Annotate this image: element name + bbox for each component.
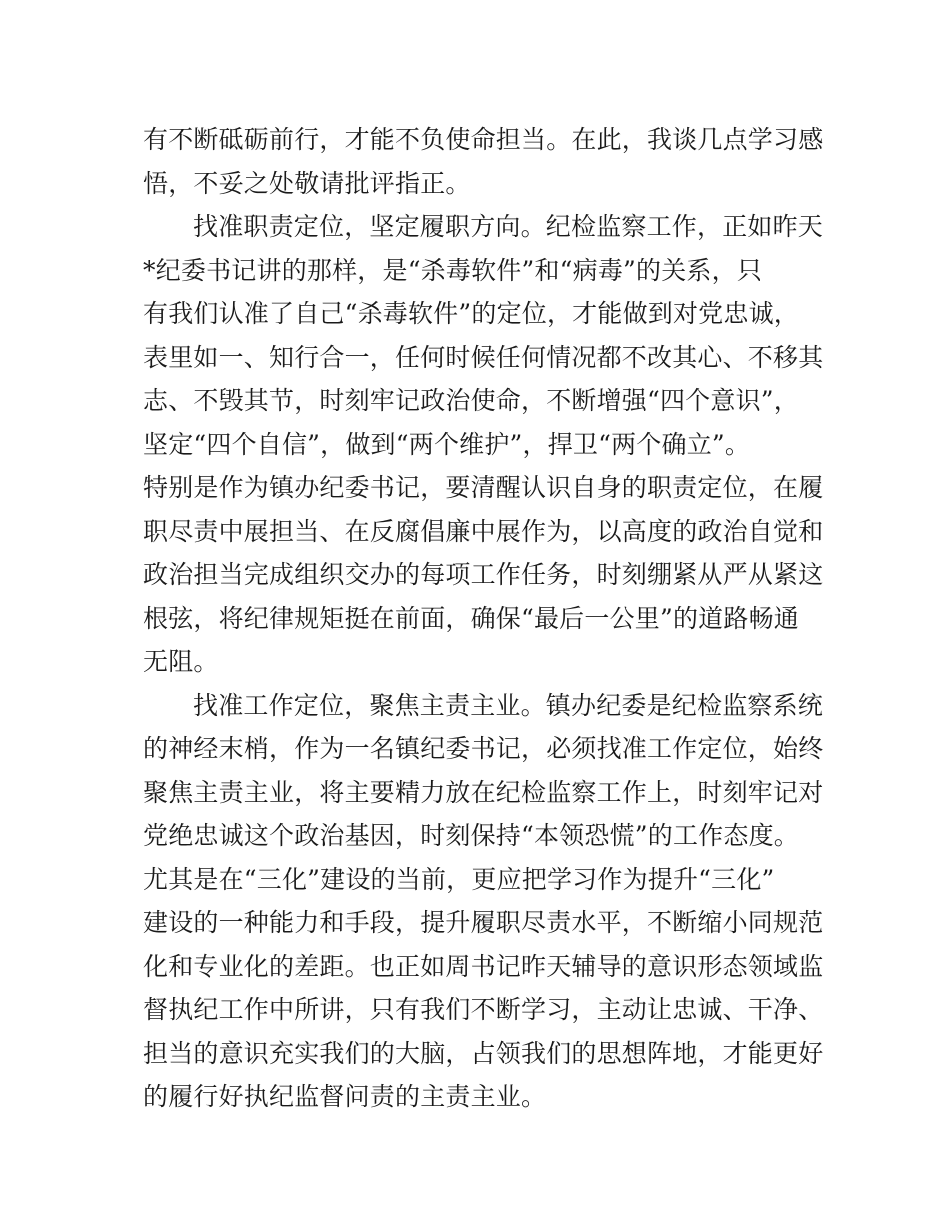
text-line: 的履行好执纪监督问责的主责主业。 [143,1082,547,1111]
text-line: 督执纪工作中所讲，只有我们不断学习，主动让忠诚、干净、 [143,995,824,1024]
text-line: 政治担当完成组织交办的每项工作任务，时刻绷紧从严从紧这 [143,560,824,589]
text-line: 职尽责中展担当、在反腐倡廉中展作为，以高度的政治自觉和 [143,516,824,546]
text-line: 坚定“四个自信”，做到“两个维护”，捍卫“两个确立”。 [143,429,751,459]
text-line: 的神经末梢，作为一名镇纪委书记，必须找准工作定位，始终 [143,734,824,763]
text-line: 特别是作为镇办纪委书记，要清醒认识自身的职责定位，在履 [143,473,824,502]
text-line: 表里如一、知行合一，任何时候任何情况都不改其心、不移其 [143,342,824,372]
text-line: 悟，不妥之处敬请批评指正。 [143,168,471,198]
text-line: 党绝忠诚这个政治基因，时刻保持“本领恐慌”的工作态度。 [143,821,799,850]
paragraph-start-line: 找准工作定位，聚焦主责主业。镇办纪委是纪检监察系统 [193,690,824,720]
text-line: 担当的意识充实我们的大脑，占领我们的思想阵地，才能更好 [143,1038,824,1068]
text-line: *纪委书记讲的那样，是“杀毒软件”和“病毒”的关系，只 [143,255,763,285]
text-line: 化和专业化的差距。也正如周书记昨天辅导的意识形态领域监 [143,951,824,981]
document-body [143,118,823,1119]
text-line: 有不断砥砺前行，才能不负使命担当。在此，我谈几点学习感 [143,125,824,154]
text-line: 聚焦主责主业，将主要精力放在纪检监察工作上，时刻牢记对 [143,777,824,807]
text-line: 根弦，将纪律规矩挺在前面，确保“最后一公里”的道路畅通 [143,603,799,633]
text-line: 尤其是在“三化”建设的当前，更应把学习作为提升“三化” [143,864,775,894]
text-line: 志、不毁其节，时刻牢记政治使命，不断增强“四个意识”， [143,386,799,415]
paragraph-start-line: 找准职责定位，坚定履职方向。纪检监察工作，正如昨天 [193,212,824,241]
text-line: 建设的一种能力和手段，提升履职尽责水平，不断缩小同规范 [143,908,824,937]
text-line: 有我们认准了自己“杀毒软件”的定位，才能做到对党忠诚， [143,299,799,328]
text-line: 无阻。 [143,647,219,676]
